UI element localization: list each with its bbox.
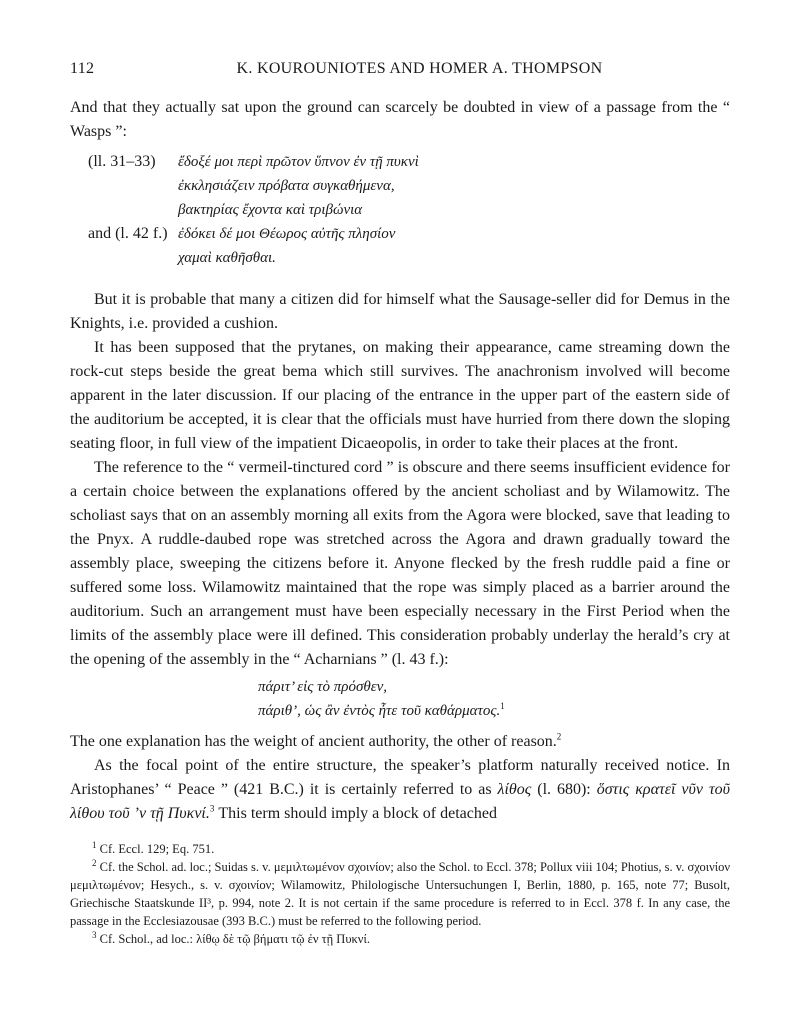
closing-text-block — [70, 730, 730, 826]
quote-line: ἐκκλησιάζειν πρόβατα συγκαθήμενα, — [178, 178, 395, 194]
quote-3 — [258, 675, 505, 723]
footnote-marker: 1 — [500, 701, 505, 711]
quote-line: ἐδόκει δέ μοι Θέωρος αὐτῆς πλησίον — [178, 226, 396, 242]
paragraph-6-text: (l. 680): — [531, 781, 597, 798]
paragraph-1 — [70, 96, 730, 144]
main-text-block — [70, 288, 730, 672]
paragraph-5-text: The one explanation has the weight of ancient authority, the other of reason. — [70, 733, 557, 750]
quote-1 — [178, 150, 419, 222]
paragraph-3: It has been supposed that the prytanes, on making their appearance, came streaming down the rock-cut steps beside the great bema which still survives. The anachronism involved will become apparent in the later discussion. If our placing of the entrance in the upper part of the eastern side of the auditorium be accepted, it is clear that the officials must have hurried from there down the sloping seating floor, in full view of the impatient Dicaeopolis, in order to take their places at the front. — [70, 339, 730, 452]
running-title: K. KOUROUNIOTES AND HOMER A. THOMPSON — [236, 60, 603, 77]
footnote-text: Cf. Schol., ad loc.: λίθῳ δὲ τῷ βήματι τῷ ἐν τῇ Πυκνί. — [99, 932, 370, 946]
footnote-number: 2 — [92, 857, 97, 868]
footnote-number: 1 — [92, 839, 97, 850]
footnote-2 — [70, 858, 730, 930]
quote-2-reference: and (l. 42 f.) — [88, 225, 168, 242]
quote-line-text: πάριθ’, ὡς ἂν ἐντὸς ἦτε τοῦ καθάρματος. — [258, 703, 501, 719]
footnote-1 — [70, 840, 730, 858]
footnote-marker: 3 — [209, 803, 215, 814]
paragraph-6 — [70, 754, 730, 826]
quote-line: χαμαὶ καθῆσθαι. — [178, 250, 276, 266]
paragraph-2: But it is probable that many a citizen did for himself what the Sausage-seller did for Demus in the Knights, i.e. provided a cushion. — [70, 291, 730, 332]
page-number: 112 — [70, 60, 95, 77]
quote-line — [258, 699, 505, 723]
footnote-number: 3 — [92, 929, 97, 940]
paragraph-4: The reference to the “ vermeil-tinctured cord ” is obscure and there seems insufficient evidence for a certain choice between the explanations offered by the ancient scholiast and by Wilamowitz. The scholiast says that on an assembly morning all exits from the Agora were blocked, save that leading to the Pnyx. A ruddle-daubed rope was stretched across the Agora and drawn gradually toward the assembly place, sweeping the citizens before it. Anyone flecked by the fresh ruddle paid a fine or suffered some loss. Wilamowitz maintained that the rope was simply placed as a barrier around the auditorium. Such an arrangement must have been especially necessary in the First Period when the limits of the assembly place were ill defined. This consideration probably underlay the herald’s cry at the opening of the assembly in the “ Acharnians ” (l. 43 f.): — [70, 459, 730, 668]
paragraph-6-text: As the focal point of the entire structure, the speaker’s platform naturally received notice. In Aristophanes’ “ Peace ” (421 B.C.) it is certainly referred to as — [70, 757, 730, 798]
greek-term: λίθος — [497, 781, 532, 798]
paragraph-6-text: This term should imply a block of detached — [214, 805, 497, 822]
paragraph-text: And that they actually sat upon the ground can scarcely be doubted in view of a passage from the “ Wasps ”: — [70, 99, 730, 140]
footnotes — [70, 840, 730, 948]
quote-line: βακτηρίας ἔχοντα καὶ τριβώνια — [178, 202, 363, 218]
quote-line: ἔδοξέ μοι περὶ πρῶτον ὕπνον ἐν τῇ πυκνὶ — [178, 154, 419, 170]
greek-quote: ὅστις κρατεῖ νῦν τοῦ λίθου τοῦ ’ν τῇ Πυκνί. — [70, 781, 731, 822]
footnote-marker: 2 — [556, 731, 562, 742]
footnote-text: Cf. Eccl. 129; Eq. 751. — [99, 842, 215, 856]
footnote-3 — [70, 930, 730, 948]
running-header — [70, 60, 729, 84]
quote-2 — [178, 222, 395, 270]
quote-1-reference: (ll. 31–33) — [88, 153, 156, 170]
footnote-text: Cf. the Schol. ad. loc.; Suidas s. v. μεμιλτωμένον σχοινίον; also the Schol. to Eccl. 378; Pollux viii 104; Photius, s. v. σχοινίον μεμιλτωμένον; Hesych., s. v. σχοινίον; Wilamowitz, Philologische Untersuchungen I, Berlin, 1880, p. 165, note 77; Busolt, Griechische Staatskunde II³, p. 994, note 2. It is not certain if the same procedure is referred to in Eccl. 378 f. In any case, the passage in the Ecclesiazousae (393 B.C.) must be referred to the following period. — [70, 860, 731, 928]
quote-line: πάριτ’ εἰς τὸ πρόσθεν, — [258, 679, 388, 695]
paragraph-5 — [70, 730, 730, 754]
